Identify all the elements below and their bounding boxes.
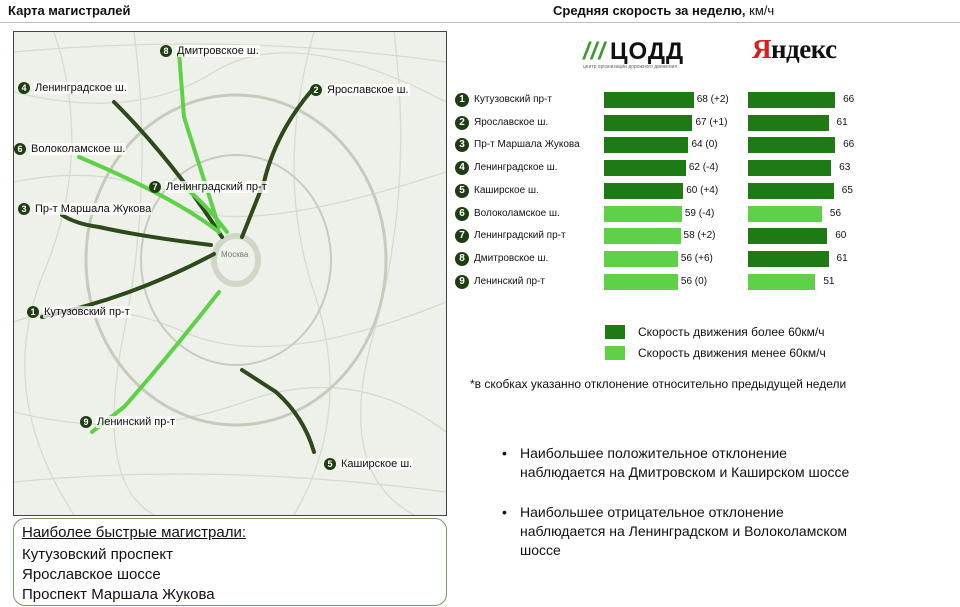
bar-value-codd: 68 (+2)	[696, 94, 729, 105]
codd-logo	[583, 38, 698, 70]
bar-value-yandex: 51	[823, 275, 835, 287]
codd-logo-name: ЦОДД	[610, 38, 685, 65]
yandex-logo-rest: ндекс	[771, 34, 837, 64]
bullet-item: • Наибольшее положительное отклонение наблюдается на Дмитровском и Каширском шоссе	[502, 445, 850, 480]
road-line	[79, 157, 219, 232]
bar-value-yandex: 66	[843, 94, 855, 105]
route-label-text: Ленинградское ш.	[35, 82, 127, 94]
category-label: Каширское ш.	[474, 184, 539, 196]
center-label-text: Москва	[221, 250, 249, 259]
chart-row	[455, 160, 895, 178]
bar-codd	[604, 206, 682, 222]
category-label: Волоколамское ш.	[474, 207, 560, 219]
route-label	[80, 416, 176, 428]
map-rings	[86, 95, 386, 425]
bar-value-yandex: 63	[839, 162, 851, 174]
row-number-badge: 7	[455, 229, 469, 243]
route-label-text: Ярославское ш.	[327, 84, 409, 96]
legend-swatch-fast	[605, 325, 625, 339]
bar-value-codd: 59 (-4)	[684, 207, 715, 219]
bar-value-yandex: 65	[841, 184, 853, 196]
chart-title	[553, 3, 774, 18]
category-label: Кутузовский пр-т	[474, 94, 552, 105]
route-label	[149, 181, 268, 193]
category-label: Пр-т Маршала Жукова	[474, 139, 580, 151]
bar-codd	[604, 115, 692, 131]
bar-value-yandex: 61	[836, 116, 848, 128]
chart-title-text: Средняя скорость за неделю,	[553, 3, 746, 18]
row-number-badge: 4	[455, 161, 469, 175]
bar-yandex	[748, 183, 834, 199]
fastest-roads-box	[13, 518, 447, 606]
codd-logo-subtitle: центр организации дорожного движения	[583, 64, 678, 70]
chart-title-unit: км/ч	[745, 3, 775, 18]
bar-codd	[604, 137, 688, 153]
bar-value-yandex: 56	[829, 207, 842, 219]
legend-label-fast: Скорость движения более 60км/ч	[638, 325, 825, 339]
bar-codd	[604, 92, 694, 108]
fastest-item: Проспект Маршала Жукова	[22, 586, 215, 603]
row-number-badge: 8	[455, 252, 469, 266]
bullet-text: Наибольшее отрицательное отклонение наблюдается на Ленинградском и Волоколамском шоссе	[520, 504, 848, 558]
bar-codd	[604, 160, 686, 176]
bar-yandex	[748, 160, 831, 176]
route-label-text: Пр-т Маршала Жукова	[35, 203, 152, 215]
bar-yandex	[748, 92, 835, 108]
bar-value-codd: 58 (+2)	[683, 230, 716, 242]
map-canvas	[14, 32, 446, 515]
bullet-item: • Наибольшее отрицательное отклонение наблюдается на Ленинградском и Волоколамском шоссе	[502, 504, 848, 558]
road-line	[62, 215, 211, 245]
route-label-text: Ленинградский пр-т	[166, 181, 267, 193]
route-number-badge: 6	[14, 143, 26, 155]
route-label	[14, 143, 126, 155]
chart-row	[455, 115, 895, 133]
row-number-badge: 5	[455, 184, 469, 198]
bar-codd	[604, 274, 678, 290]
chart-row	[455, 228, 895, 246]
legend-label-slow: Скорость движения менее 60км/ч	[638, 346, 826, 360]
fastest-item: Ярославское шоссе	[22, 566, 161, 583]
route-label-text: Дмитровское ш.	[177, 45, 259, 57]
roads-map	[13, 31, 447, 516]
row-number-badge: 2	[455, 116, 469, 130]
bar-codd	[604, 183, 683, 199]
header-bar	[0, 0, 960, 23]
road-line	[242, 370, 314, 452]
route-number-badge: 5	[324, 458, 336, 470]
category-label: Ленинградское ш.	[474, 162, 558, 174]
bar-yandex	[748, 115, 829, 131]
bar-yandex	[748, 206, 822, 222]
yandex-logo-first: Я	[752, 34, 771, 64]
row-number-badge: 1	[455, 93, 469, 107]
bar-value-codd: 62 (-4)	[688, 162, 719, 174]
chart-row	[455, 183, 895, 201]
center-label	[220, 250, 249, 259]
route-number-badge: 7	[149, 181, 161, 193]
route-number-badge: 4	[18, 82, 30, 94]
chart-row	[455, 92, 895, 110]
route-label	[27, 306, 131, 318]
route-label-text: Каширское ш.	[341, 458, 413, 470]
category-label: Ленинградский пр-т	[474, 230, 566, 242]
route-number-badge: 3	[18, 203, 30, 215]
route-label	[160, 45, 260, 57]
bar-value-codd: 56 (+6)	[680, 252, 713, 264]
yandex-logo	[752, 34, 837, 65]
route-label	[310, 84, 410, 96]
route-label	[18, 203, 152, 215]
route-label-text: Ленинский пр-т	[97, 416, 176, 428]
footnote: *в скобках указанно отклонение относительно предыдущей недели	[470, 377, 847, 391]
category-label: Ленинский пр-т	[474, 275, 545, 287]
route-label	[324, 458, 413, 470]
map-background-streets	[14, 32, 446, 515]
map-title: Карта магистралей	[8, 3, 131, 18]
route-number-badge: 8	[160, 45, 172, 57]
bar-yandex	[748, 228, 827, 244]
route-label-text: Волоколамское ш.	[31, 143, 126, 155]
chart-row	[455, 251, 895, 269]
bar-value-yandex: 61	[836, 252, 848, 264]
route-label	[18, 82, 128, 94]
bar-value-yandex: 66	[843, 139, 855, 151]
chart-row	[455, 274, 895, 292]
fastest-item: Кутузовский проспект	[22, 546, 173, 563]
route-number-badge: 2	[310, 84, 322, 96]
road-line	[114, 102, 222, 237]
bar-value-codd: 64 (0)	[691, 139, 718, 151]
bar-value-codd: 67 (+1)	[695, 116, 728, 128]
category-label: Дмитровское ш.	[474, 252, 549, 264]
bar-yandex	[748, 274, 815, 290]
fastest-heading: Наиболее быстрые магистрали:	[22, 524, 246, 541]
codd-logo-slashes: ///	[583, 38, 607, 65]
row-number-badge: 9	[455, 275, 469, 289]
bar-value-yandex: 60	[835, 230, 847, 242]
row-number-badge: 6	[455, 207, 469, 221]
bar-yandex	[748, 251, 829, 267]
bar-value-codd: 60 (+4)	[686, 184, 719, 196]
route-label-text: Кутузовский пр-т	[44, 306, 130, 318]
bar-codd	[604, 251, 678, 267]
bar-yandex	[748, 137, 835, 153]
bullet-text: Наибольшее положительное отклонение наблюдается на Дмитровском и Каширском шоссе	[520, 445, 850, 480]
route-number-badge: 1	[27, 306, 39, 318]
bar-value-codd: 56 (0)	[680, 275, 708, 287]
category-label: Ярославское ш.	[474, 116, 549, 128]
route-number-badge: 9	[80, 416, 92, 428]
row-number-badge: 3	[455, 138, 469, 152]
chart-row	[455, 137, 895, 155]
bar-codd	[604, 228, 681, 244]
chart-row	[455, 206, 895, 224]
legend-swatch-slow	[605, 346, 625, 360]
